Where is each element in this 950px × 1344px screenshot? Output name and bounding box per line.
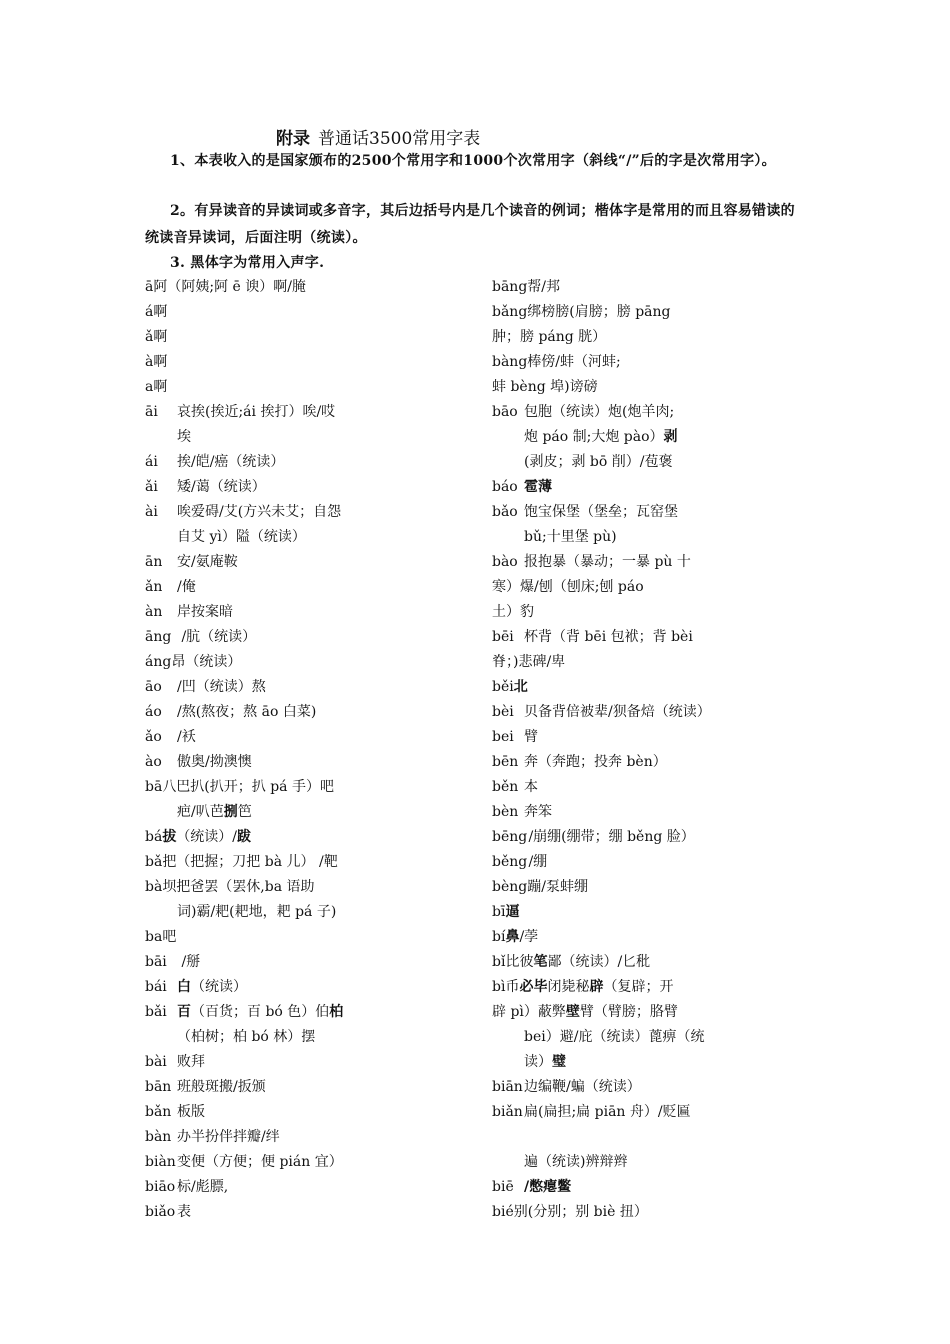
list-item — [145, 850, 495, 875]
list-item — [492, 750, 852, 775]
entry-pinyin: bèn — [492, 804, 519, 820]
entry-text: 表 — [177, 1204, 191, 1220]
entry-text: /绷 — [524, 854, 548, 870]
entry-bold-char: 璧 — [552, 1054, 566, 1070]
list-item — [145, 700, 495, 725]
entry-pinyin: àn — [145, 604, 163, 620]
list-item — [145, 900, 495, 925]
entry-text: 自艾 yì）隘（统读） — [177, 529, 306, 545]
entry-bold-char: 壁 — [565, 1004, 580, 1020]
entry-text: 扁(扁担;扁 piān 舟）/贬匾 — [524, 1104, 691, 1120]
entry-text: 词)霸/耙(耙地，耙 pá 子) — [177, 904, 337, 920]
entry-bold-char: 辟 — [589, 979, 604, 995]
list-item — [492, 775, 852, 800]
intro-paragraph-1: 1、本表收入的是国家颁布的2500个常用字和1000个次常用字（斜线“/”后的字是次常用字）。 — [170, 153, 776, 169]
entry-text: 棒傍/蚌（河蚌; — [527, 354, 621, 370]
entry-text: 遍（统读)辨辩辫 — [524, 1154, 628, 1170]
entry-text: 辟 pì）蔽弊 — [492, 1004, 566, 1020]
list-item — [492, 1175, 852, 1200]
entry-text: 安/氨庵鞍 — [177, 554, 238, 570]
entry-pinyin: bái — [145, 979, 167, 995]
list-item — [145, 750, 495, 775]
entry-text: 蚌 bèng 埠)谤磅 — [492, 379, 598, 395]
list-item — [492, 450, 852, 475]
list-item — [492, 925, 852, 950]
list-item — [145, 400, 495, 425]
list-item — [145, 625, 495, 650]
entry-pinyin: ài — [145, 504, 158, 520]
list-item — [492, 1125, 852, 1150]
entry-pinyin: bāi — [145, 954, 167, 970]
entry-text: 饱宝保堡（堡垒；瓦窑堡 — [524, 504, 678, 520]
list-item — [145, 425, 495, 450]
entry-text: 坝把爸罢（罢休,ba 语助 — [162, 879, 315, 895]
list-item — [492, 975, 852, 1000]
right-column — [492, 275, 852, 1225]
entry-pinyin: bēng — [492, 829, 528, 845]
list-item — [492, 600, 852, 625]
entry-text: 八巴扒(扒开；扒 pá 手）吧 — [162, 779, 334, 795]
entry-bold-char: 逼 — [505, 904, 520, 920]
entry-text: （统读）/ — [176, 829, 238, 845]
entry-text: /肮（统读） — [177, 629, 257, 645]
list-item — [145, 1200, 495, 1225]
entry-text: /凹（统读）熬 — [177, 679, 266, 695]
list-item — [492, 550, 852, 575]
list-item — [145, 800, 495, 825]
entry-bold-char: 柏 — [329, 1004, 344, 1020]
list-item — [492, 1150, 852, 1175]
entry-text: bǔ;十里堡 pù) — [524, 529, 617, 545]
entry-pinyin: biān — [492, 1079, 523, 1095]
entry-text: 笆 — [237, 804, 252, 820]
entry-text: 闭毙秘 — [547, 979, 590, 995]
entry-pinyin: bié — [492, 1204, 514, 1220]
entry-pinyin: áo — [145, 704, 162, 720]
entry-pinyin: āo — [145, 679, 162, 695]
entry-pinyin: bèi — [492, 704, 514, 720]
list-item — [145, 825, 495, 850]
entry-text: 帮/邦 — [527, 279, 561, 295]
list-item — [492, 525, 852, 550]
list-item — [492, 875, 852, 900]
entry-bold-char: 捌 — [223, 804, 238, 820]
list-item — [145, 1075, 495, 1100]
entry-text: 脊；)悲碑/卑 — [492, 654, 566, 670]
entry-pinyin: bàn — [145, 1129, 172, 1145]
entry-text: 包胞（统读）炮(炮羊肉; — [524, 404, 675, 420]
title-main: 普通话3500常用字表 — [318, 129, 481, 149]
entry-pinyin: āi — [145, 404, 158, 420]
entry-text: 报抱暴（暴动；一暴 pù 十 — [524, 554, 691, 570]
entry-text: 唉爱碍/艾(方兴未艾；自怨 — [177, 504, 342, 520]
entry-pinyin: báo — [492, 479, 518, 495]
entry-pinyin: biē — [492, 1179, 514, 1195]
entry-pinyin: āng — [145, 629, 172, 645]
list-item — [145, 975, 495, 1000]
entry-text: 哀挨(挨近;ái 挨打）唉/哎 — [177, 404, 336, 420]
entry-text: /崩绷(绷带；绷 běng 脸） — [524, 829, 695, 845]
entry-bold-char: 跋 — [237, 829, 252, 845]
list-item — [492, 350, 852, 375]
list-item — [145, 375, 495, 400]
entry-text: 杯背（背 bēi 包袱；背 bèi — [524, 629, 693, 645]
list-item — [145, 475, 495, 500]
entry-text: /袄 — [177, 729, 196, 745]
entry-text: /熬(熬夜；熬 āo 白菜) — [177, 704, 317, 720]
entry-bold-char: 百 — [177, 1004, 191, 1020]
entry-pinyin: biàn — [145, 1154, 176, 1170]
list-item — [492, 650, 852, 675]
entry-pinyin: bēn — [492, 754, 519, 770]
list-item — [492, 325, 852, 350]
entry-text: 绑榜膀(肩膀；膀 pāng — [527, 304, 671, 320]
entry-text: 炮 páo 制;大炮 pào） — [524, 429, 664, 445]
list-item — [145, 1150, 495, 1175]
list-item — [145, 650, 495, 675]
entry-text: 啊 — [153, 379, 168, 395]
entry-pinyin: ào — [145, 754, 162, 770]
list-item — [145, 725, 495, 750]
entry-pinyin: bàng — [492, 354, 528, 370]
entry-pinyin: bí — [492, 929, 506, 945]
entry-text: 蹦/泵蚌绷 — [527, 879, 588, 895]
entry-pinyin: bā — [145, 779, 163, 795]
entry-text: 疤/叭芭 — [177, 804, 224, 820]
entry-bold-char: /憋瘪鳖 — [524, 1179, 572, 1195]
list-item — [145, 450, 495, 475]
list-item — [145, 950, 495, 975]
entry-pinyin: bài — [145, 1054, 167, 1070]
entry-text: 鄙（统读）/匕秕 — [547, 954, 651, 970]
entry-text: 岸按案暗 — [177, 604, 233, 620]
entry-text: 臂（臂膀；胳臂 — [579, 1004, 678, 1020]
entry-text: 臂 — [524, 729, 538, 745]
entry-pinyin: bì — [492, 979, 506, 995]
entry-text: 啊 — [153, 329, 168, 345]
entry-pinyin: bǎo — [492, 504, 518, 520]
list-item — [492, 700, 852, 725]
entry-text: 土）豹 — [492, 604, 534, 620]
entry-text: 傲奥/拗澳懊 — [177, 754, 252, 770]
entry-pinyin: biǎn — [492, 1104, 523, 1120]
list-item — [145, 600, 495, 625]
entry-text: 啊 — [153, 304, 168, 320]
list-item — [145, 1050, 495, 1075]
list-item — [492, 275, 852, 300]
entry-pinyin: bǐ — [492, 954, 506, 970]
list-item — [145, 550, 495, 575]
list-item — [145, 1175, 495, 1200]
left-column — [145, 275, 495, 1225]
list-item — [492, 425, 852, 450]
entry-text: 本 — [524, 779, 538, 795]
entry-pinyin: bei — [492, 729, 514, 745]
list-item — [492, 900, 852, 925]
title-lead: 附录 — [276, 129, 310, 149]
entry-bold-char: 鼻 — [505, 929, 520, 945]
entry-bold-char: 必毕 — [519, 979, 548, 995]
list-item — [145, 350, 495, 375]
list-item — [492, 950, 852, 975]
entry-pinyin: áng — [145, 654, 172, 670]
entry-text: （复辟；开 — [603, 979, 674, 995]
list-item — [492, 475, 852, 500]
list-item — [145, 275, 495, 300]
list-item — [145, 325, 495, 350]
entry-pinyin: ǎn — [145, 579, 163, 595]
entry-bold-char: 北 — [513, 679, 528, 695]
entry-pinyin: bà — [145, 879, 163, 895]
list-item — [492, 1075, 852, 1100]
entry-pinyin: ā — [145, 279, 154, 295]
entry-text: 奔（奔跑；投奔 bèn） — [524, 754, 667, 770]
list-item — [492, 800, 852, 825]
list-item — [145, 500, 495, 525]
entry-pinyin: bēi — [492, 629, 514, 645]
list-item — [145, 775, 495, 800]
list-item — [145, 1000, 495, 1025]
entry-text: 别(分别；别 biè 扭） — [513, 1204, 648, 1220]
list-item — [145, 575, 495, 600]
entry-text: 班般斑搬/扳颁 — [177, 1079, 266, 1095]
list-item — [492, 1000, 852, 1025]
list-item — [145, 525, 495, 550]
entry-bold-char: 雹薄 — [524, 479, 552, 495]
entry-pinyin: bǎ — [145, 854, 163, 870]
entry-pinyin: bá — [145, 829, 163, 845]
entry-bold-char: 白 — [177, 979, 191, 995]
entry-pinyin: biāo — [145, 1179, 176, 1195]
list-item — [492, 850, 852, 875]
list-item — [492, 1025, 852, 1050]
entry-pinyin: bǎi — [145, 1004, 167, 1020]
entry-text: /俺 — [177, 579, 196, 595]
entry-text: （百货；百 bó 色）伯 — [191, 1004, 330, 1020]
entry-pinyin: bān — [145, 1079, 172, 1095]
entry-text: 奔笨 — [524, 804, 552, 820]
entry-pinyin: ba — [145, 929, 163, 945]
entry-pinyin: ái — [145, 454, 158, 470]
entry-pinyin: ān — [145, 554, 163, 570]
entry-pinyin: bāo — [492, 404, 518, 420]
entry-text: /掰 — [177, 954, 201, 970]
entry-bold-char: 剥 — [663, 429, 678, 445]
entry-text: 变便（方便；便 pián 宜） — [177, 1154, 343, 1170]
entry-pinyin: ǎo — [145, 729, 162, 745]
entry-text: 边编鞭/蝙（统读） — [524, 1079, 641, 1095]
entry-text: 比彼 — [505, 954, 534, 970]
entry-pinyin: běn — [492, 779, 519, 795]
entry-text: 把（把握；刀把 bà 儿） /靶 — [162, 854, 338, 870]
list-item — [492, 400, 852, 425]
entry-text: 板版 — [177, 1104, 205, 1120]
entry-pinyin: à — [145, 354, 154, 370]
entry-text: 阿（阿姨;阿 ē 谀）啊/腌 — [153, 279, 306, 295]
entry-pinyin: bǎn — [145, 1104, 172, 1120]
entry-pinyin: á — [145, 304, 154, 320]
entry-pinyin: běng — [492, 854, 528, 870]
entry-pinyin: a — [145, 379, 154, 395]
list-item — [492, 1100, 852, 1125]
intro-paragraph-3: 3. 黑体字为常用入声字. — [170, 255, 325, 271]
entry-text: (剥皮；剥 bō 削）/苞褒 — [524, 454, 673, 470]
entry-text: （柏树；柏 bó 林）摆 — [177, 1029, 316, 1045]
list-item — [145, 300, 495, 325]
entry-pinyin: ǎi — [145, 479, 158, 495]
list-item — [145, 1025, 495, 1050]
list-item — [492, 725, 852, 750]
list-item — [492, 625, 852, 650]
entry-bold-char: 笔 — [533, 954, 548, 970]
entry-pinyin: ǎ — [145, 329, 154, 345]
entry-pinyin: běi — [492, 679, 514, 695]
entry-text: 挨/皑/癌（统读） — [177, 454, 285, 470]
entry-text: 矮/蔼（统读） — [177, 479, 266, 495]
list-item — [492, 675, 852, 700]
entry-text: 埃 — [177, 429, 191, 445]
list-item — [145, 1100, 495, 1125]
intro-paragraph-2: 2。有异读音的异读词或多音字，其后边括号内是几个读音的例词；楷体字是常用的而且容易错读的统读音异读词，后面注明（统读）。 — [145, 203, 795, 246]
entry-text: 肿；膀 páng 胱） — [492, 329, 607, 345]
entry-pinyin: bèng — [492, 879, 528, 895]
list-item — [492, 1050, 852, 1075]
list-item — [145, 875, 495, 900]
entry-text: 昂（统读） — [171, 654, 242, 670]
list-item — [492, 375, 852, 400]
list-item — [492, 1200, 852, 1225]
entry-text: 啊 — [153, 354, 168, 370]
entry-text: 办半扮伴拌瓣/绊 — [177, 1129, 280, 1145]
entry-pinyin: biǎo — [145, 1204, 176, 1220]
entry-pinyin: bāng — [492, 279, 528, 295]
entry-text: /荸 — [519, 929, 539, 945]
entry-text: 标/彪膘, — [177, 1179, 229, 1195]
entry-text: （统读） — [191, 979, 247, 995]
entry-bold-char: 拔 — [162, 829, 177, 845]
entry-text: 吧 — [162, 929, 177, 945]
entry-pinyin: bǎng — [492, 304, 528, 320]
list-item — [145, 1125, 495, 1150]
list-item — [492, 300, 852, 325]
page-title — [276, 124, 480, 149]
list-item — [145, 675, 495, 700]
entry-text: 币 — [505, 979, 520, 995]
entry-text: 寒）爆/刨（刨床;刨 páo — [492, 579, 644, 595]
entry-text: 贝备背倍被辈/狈备焙（统读） — [524, 704, 711, 720]
entry-text: bei）避/庇（统读）蓖痹（统 — [524, 1029, 705, 1045]
entry-pinyin: bào — [492, 554, 518, 570]
list-item — [492, 575, 852, 600]
entry-text: 败拜 — [177, 1054, 205, 1070]
entry-text: 读） — [524, 1054, 552, 1070]
list-item — [492, 500, 852, 525]
list-item — [492, 825, 852, 850]
entry-pinyin: bī — [492, 904, 506, 920]
list-item — [145, 925, 495, 950]
